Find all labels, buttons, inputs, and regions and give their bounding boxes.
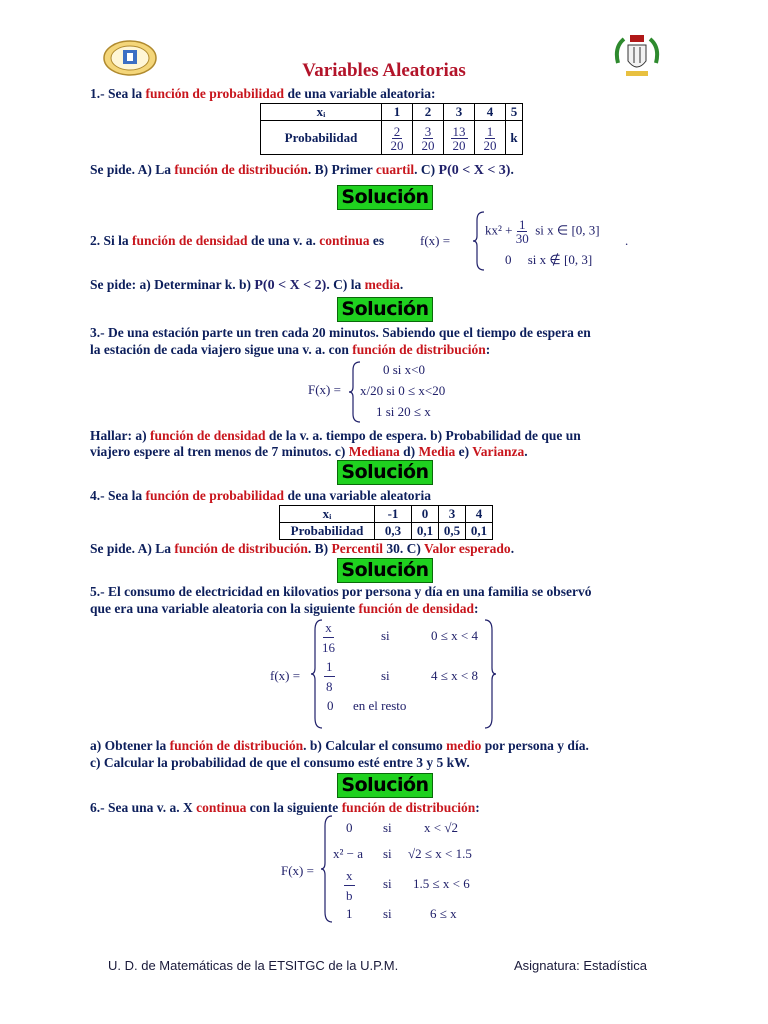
case-3: 1 si 20 ≤ x (376, 404, 431, 419)
term-highlight: función de densidad (150, 428, 266, 443)
case-3-condition: 1.5 ≤ x < 6 (413, 876, 470, 891)
text: : (475, 800, 480, 815)
table-cell: 3 (444, 104, 475, 121)
case-1-si: si (381, 628, 390, 643)
table-cell: 3 (439, 506, 466, 523)
text: de una v. a. (247, 233, 320, 248)
problem-1-probability-table (260, 103, 523, 155)
right-brace (483, 618, 497, 730)
problem-4-questions (90, 541, 514, 557)
term-highlight: Percentil (331, 541, 384, 556)
term-highlight: continua (319, 233, 370, 248)
table-cell (475, 121, 506, 155)
case-2 (505, 252, 592, 268)
condition: si x ∉ [0, 3] (527, 252, 593, 267)
punctuation: . (625, 233, 629, 248)
case-1-expression: 0 (346, 820, 353, 835)
term-highlight: función de distribución (174, 541, 308, 556)
table-cell: 2 (413, 104, 444, 121)
problem-3-question-2 (90, 444, 528, 460)
table-cell: k (506, 121, 523, 155)
case-2: x/20 si 0 ≤ x<20 (360, 383, 446, 398)
text: a) Obtener la (90, 738, 170, 753)
table-row (280, 506, 493, 523)
text: de una variable aleatoria: (284, 86, 436, 101)
case-4-expression: 1 (346, 906, 353, 921)
denominator: 20 (421, 137, 435, 153)
fx-label: f(x) = (270, 668, 301, 683)
fraction (391, 125, 404, 152)
numerator: 1 (486, 123, 494, 139)
solution-link-4[interactable]: Solución (337, 558, 433, 583)
numerator: 3 (424, 123, 432, 139)
denominator: 20 (483, 137, 497, 153)
solution-link-5[interactable]: Solución (337, 773, 433, 798)
problem-2-statement (90, 233, 384, 249)
text: que era una variable aleatoria con la siguiente (90, 601, 359, 616)
text: e) (455, 444, 473, 459)
text: 1.- Sea la (90, 86, 146, 101)
text: . C) la (326, 277, 365, 292)
term-highlight: Varianza (472, 444, 525, 459)
case-2-condition: 4 ≤ x < 8 (431, 668, 478, 683)
case-2-fraction (324, 659, 335, 693)
text: de la v. a. tiempo de espera. b) Probabilidad de que un (265, 428, 581, 443)
problem-1-statement (90, 86, 436, 102)
text: 30. C) (383, 541, 425, 556)
table-cell: 4 (466, 506, 493, 523)
fraction (516, 218, 529, 245)
fx-label: f(x) = (420, 233, 451, 248)
numerator: x (323, 621, 334, 638)
text: : (474, 601, 479, 616)
numerator: x (344, 869, 355, 886)
table-cell: 0,3 (375, 523, 412, 540)
solution-link-3[interactable]: Solución (337, 460, 433, 485)
case-3-fraction (344, 868, 355, 902)
case-3-condition: en el resto (353, 698, 407, 713)
case-4-si: si (383, 906, 392, 921)
problem-3-line-1: 3.- De una estación parte un tren cada 20 minutos. Sabiendo que el tiempo de espera en (90, 325, 591, 340)
problem-5-question-2: c) Calcular la probabilidad de que el consumo esté entre 3 y 5 kW. (90, 755, 470, 770)
fraction (344, 869, 355, 902)
numerator: 1 (518, 217, 526, 232)
table-cell: 0 (412, 506, 439, 523)
case-1-condition: x < √2 (424, 820, 458, 835)
table-cell: 0,1 (466, 523, 493, 540)
problem-6-statement (90, 800, 480, 816)
text: la estación de cada viajero sigue una v. a. con (90, 342, 353, 357)
numerator: 13 (452, 123, 466, 139)
text: d) (399, 444, 419, 459)
text: . (510, 162, 514, 177)
table-row (261, 104, 523, 121)
fraction (422, 125, 435, 152)
text: . b) Calcular el consumo (303, 738, 447, 753)
case-1: 0 si x<0 (383, 362, 426, 377)
fraction (484, 125, 497, 152)
left-brace (472, 210, 486, 272)
term-highlight: Mediana (348, 444, 400, 459)
fraction (324, 660, 335, 693)
math-expression: P(0 < X < 2) (254, 278, 327, 293)
footer-subject: Asignatura: Estadística (514, 958, 647, 973)
term-highlight: cuartil (375, 162, 415, 177)
fraction (451, 125, 468, 152)
text: . B) (307, 541, 332, 556)
text: : (485, 342, 491, 357)
text: Hallar: a) (90, 428, 150, 443)
term-highlight: función de distribución (341, 800, 476, 815)
denominator: b (346, 888, 353, 903)
condition: si x ∈ [0, 3] (535, 222, 600, 238)
table-cell (413, 121, 444, 155)
term-highlight: función de probabilidad (145, 488, 285, 503)
term-highlight: función de probabilidad (145, 86, 285, 101)
case-1-condition: 0 ≤ x < 4 (431, 628, 478, 643)
table-cell: 1 (382, 104, 413, 121)
table-cell (444, 121, 475, 155)
table-cell: 5 (506, 104, 523, 121)
text: Se pide. A) La (90, 162, 175, 177)
table-header: Probabilidad (261, 121, 382, 155)
table-header: xᵢ (280, 506, 375, 523)
term-highlight: función de distribución (174, 162, 308, 177)
problem-5-question-1 (90, 738, 589, 754)
text: con la siguiente (246, 800, 342, 815)
case-1 (485, 218, 600, 245)
text: es (369, 233, 385, 248)
table-cell: -1 (375, 506, 412, 523)
term-highlight: medio (446, 738, 482, 753)
denominator: 20 (452, 137, 466, 153)
case-1-si: si (383, 820, 392, 835)
text: por persona y día. (481, 738, 589, 753)
Fx-label: F(x) = (281, 863, 314, 878)
text: viajero espere al tren menos de 7 minutos. c) (90, 444, 349, 459)
text: 2. Si la (90, 233, 133, 248)
term-highlight: continua (196, 800, 247, 815)
denominator: 8 (326, 679, 333, 694)
text: Se pide. A) La (90, 541, 175, 556)
problem-4-statement (90, 488, 431, 504)
table-header: xᵢ (261, 104, 382, 121)
text: Se pide: a) Determinar k. b) (90, 277, 255, 292)
denominator: 16 (322, 640, 335, 655)
term-highlight: media (364, 277, 400, 292)
expression: kx² + (485, 222, 513, 238)
denominator: 20 (390, 137, 404, 153)
case-3-si: si (383, 876, 392, 891)
denominator: 30 (515, 231, 529, 246)
footer-department: U. D. de Matemáticas de la ETSITGC de la U.P.M. (108, 958, 399, 973)
numerator: 2 (393, 123, 401, 139)
problem-5-line-1: 5.- El consumo de electricidad en kilovatios por persona y día en una familia se observó (90, 584, 592, 599)
expression: 0 (505, 252, 512, 267)
problem-3-question-1 (90, 428, 581, 444)
problem-4-probability-table (279, 505, 493, 540)
table-header: Probabilidad (280, 523, 375, 540)
text: . (524, 444, 528, 459)
case-2-expression: x² − a (333, 846, 363, 861)
case-1-fraction (322, 620, 335, 654)
math-expression: P(0 < X < 3) (438, 163, 511, 178)
text: . B) Primer (307, 162, 376, 177)
case-2-si: si (383, 846, 392, 861)
solution-link-2[interactable]: Solución (337, 297, 433, 322)
table-row (261, 121, 523, 155)
text: 4.- Sea la (90, 488, 146, 503)
text: 6.- Sea una v. a. X (90, 800, 197, 815)
term-highlight: Media (418, 444, 456, 459)
text: de una variable aleatoria (284, 488, 432, 503)
case-2-si: si (381, 668, 390, 683)
table-cell (382, 121, 413, 155)
term-highlight: función de distribución (169, 738, 304, 753)
problem-5-line-2 (90, 601, 479, 617)
term-highlight: función de densidad (358, 601, 475, 616)
solution-link-1[interactable]: Solución (337, 185, 433, 210)
term-highlight: Valor esperado (424, 541, 511, 556)
page-title: Variables Aleatorias (302, 60, 466, 81)
table-row (280, 523, 493, 540)
table-cell: 0,5 (439, 523, 466, 540)
term-highlight: función de densidad (132, 233, 248, 248)
Fx-label: F(x) = (308, 382, 341, 397)
term-highlight: función de distribución (352, 342, 486, 357)
case-2-condition: √2 ≤ x < 1.5 (408, 846, 472, 861)
numerator: 1 (324, 660, 335, 677)
case-4-condition: 6 ≤ x (430, 906, 457, 921)
table-cell: 4 (475, 104, 506, 121)
text: . (510, 541, 515, 556)
text: . (399, 277, 404, 292)
table-cell: 0,1 (412, 523, 439, 540)
case-3-expression: 0 (327, 698, 334, 713)
problem-1-questions (90, 162, 514, 179)
problem-2-questions (90, 277, 403, 294)
left-brace (320, 814, 334, 924)
fraction (322, 621, 335, 654)
text: . C) (414, 162, 439, 177)
problem-3-line-2 (90, 342, 490, 358)
